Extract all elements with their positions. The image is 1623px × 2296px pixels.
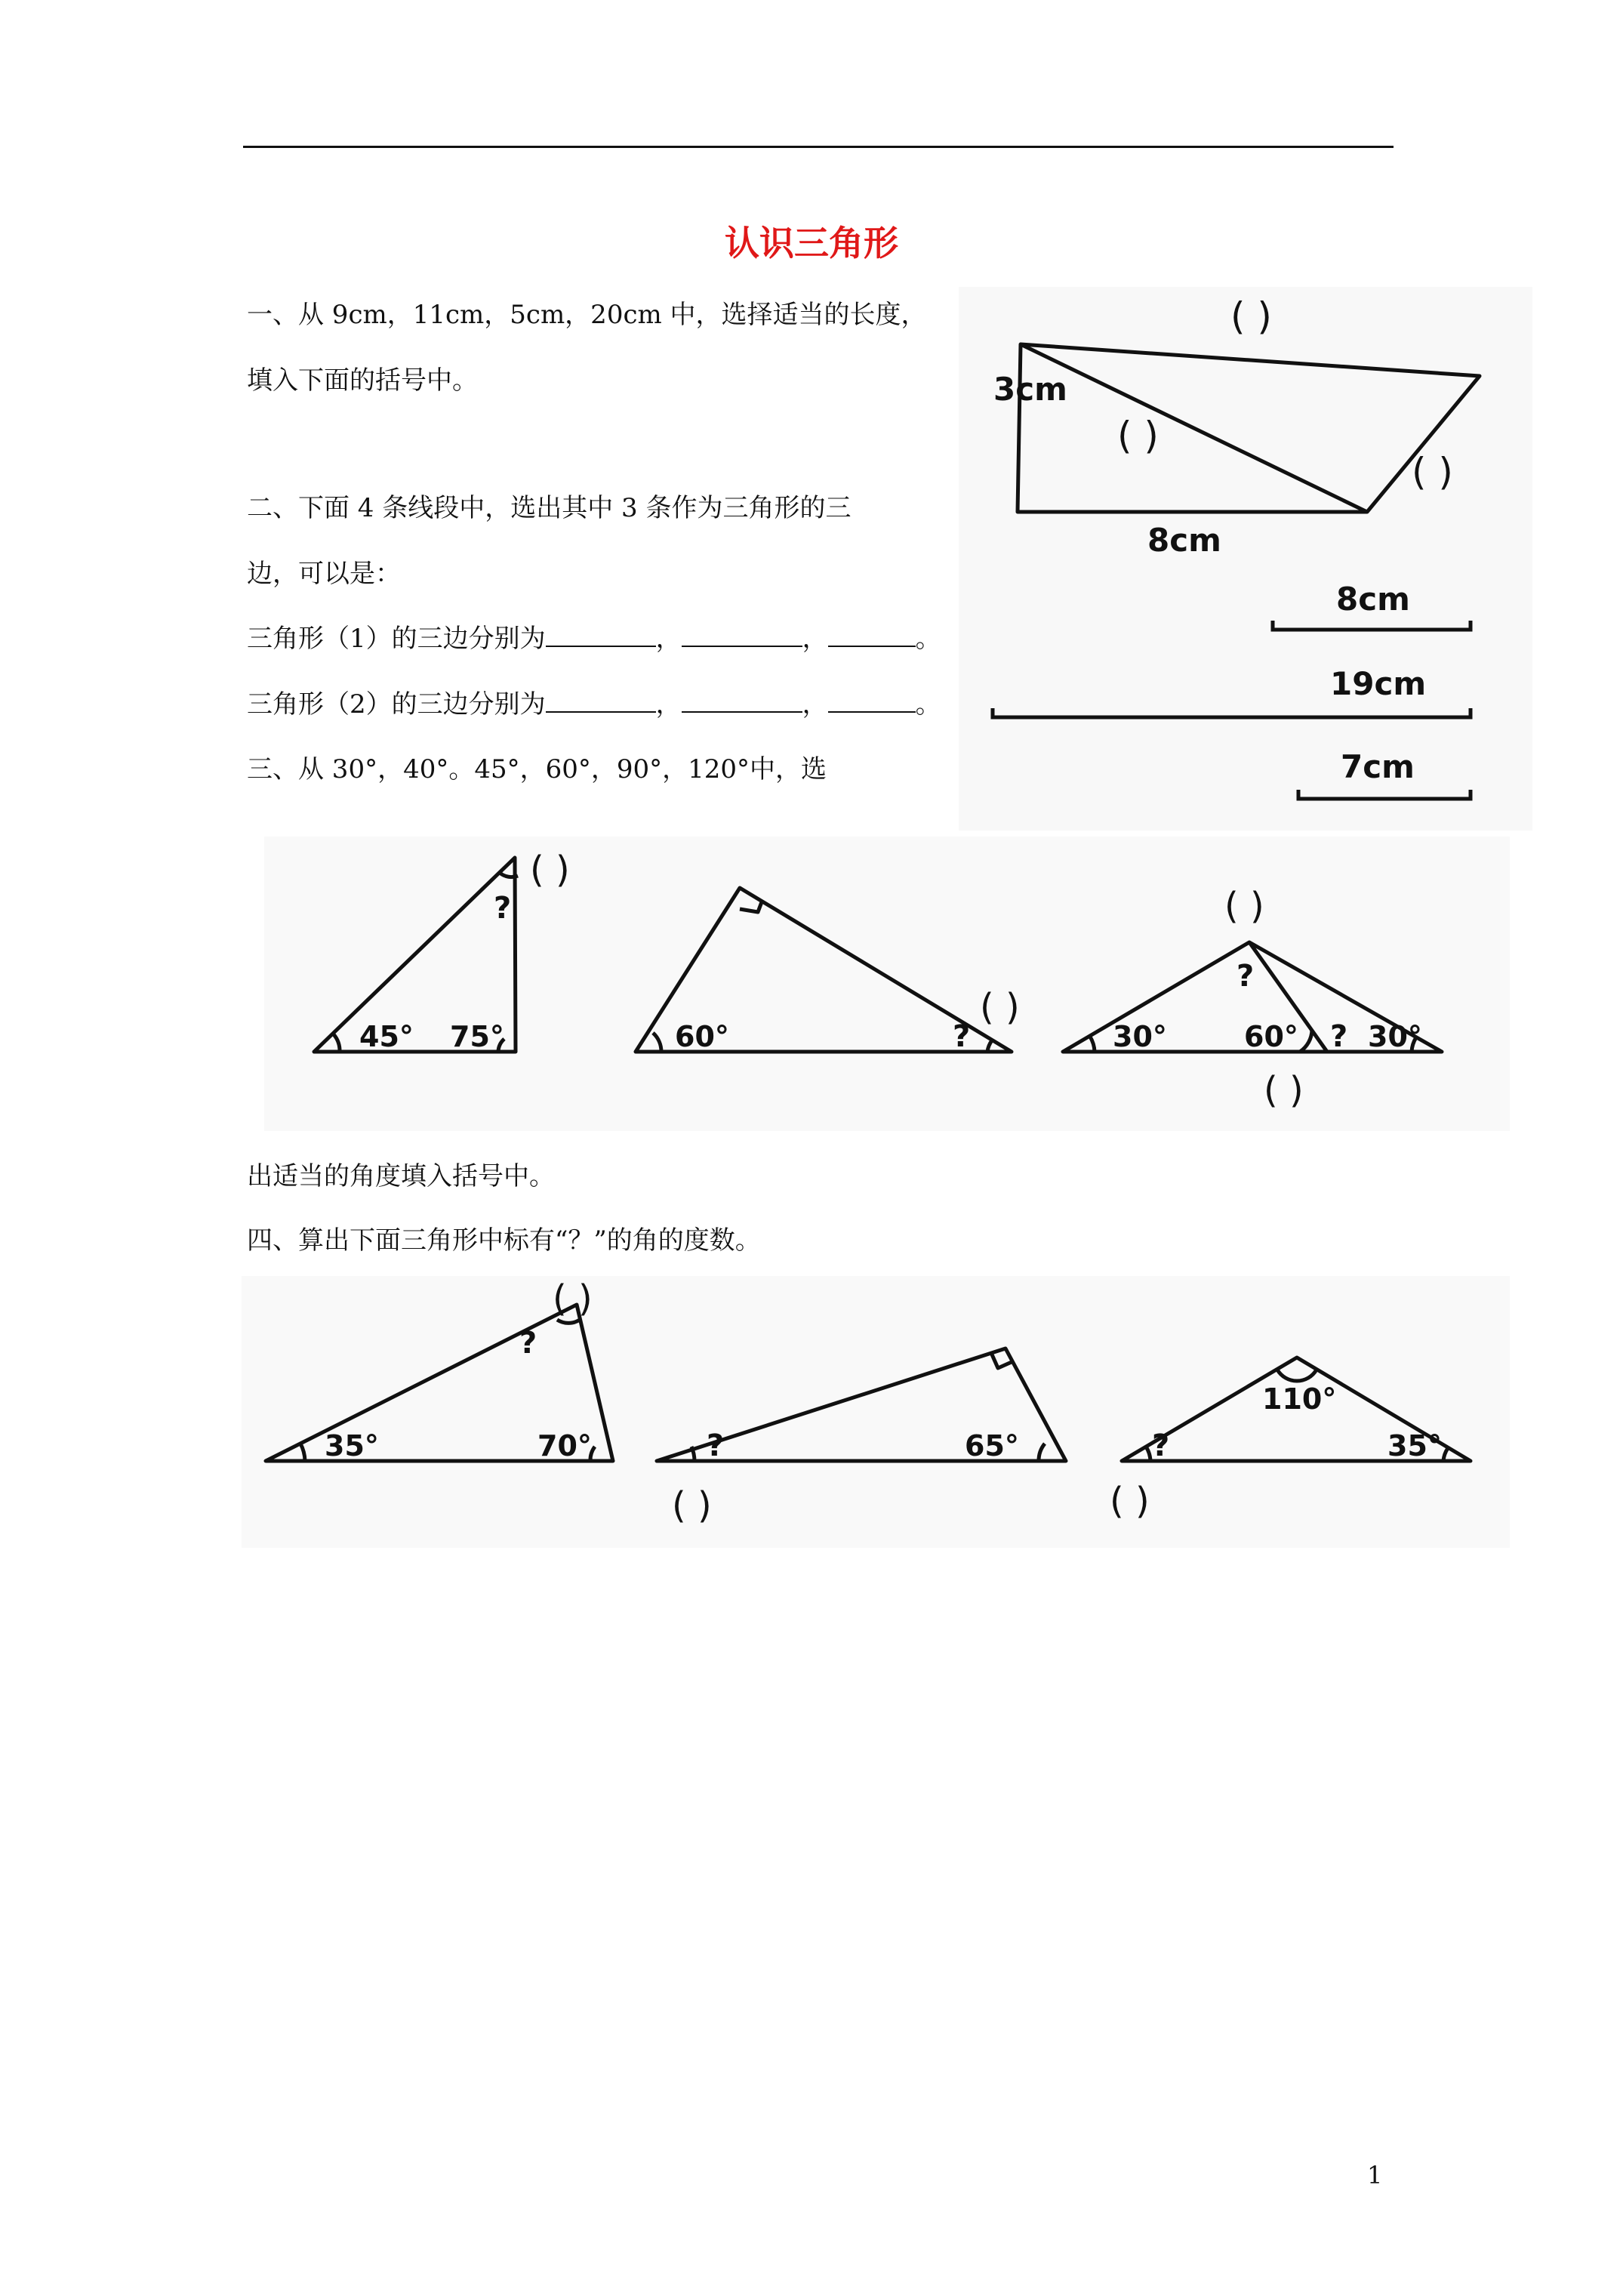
q1-line-1: 一、从 9cm，11cm，5cm，20cm 中，选择适当的长度，	[247, 300, 927, 330]
q3-a-right-angle: 75°	[450, 1020, 504, 1053]
header-rule	[243, 146, 1394, 148]
period: 。	[915, 624, 941, 654]
q2-triangle-2-label: 三角形（2）的三边分别为	[247, 689, 546, 720]
page-title: 认识三角形	[725, 223, 898, 264]
q1-left-side-label: 3cm	[993, 371, 1067, 408]
q1-bottom-side-label: 8cm	[1147, 522, 1221, 559]
period: 。	[915, 689, 941, 720]
q3-c-top-unknown: ?	[1236, 959, 1255, 994]
q1-line-2: 填入下面的括号中。	[247, 365, 478, 396]
segment-label: 7cm	[1341, 748, 1415, 785]
q4-b-unknown: ?	[707, 1428, 725, 1463]
q4-a-unknown: ?	[519, 1326, 537, 1361]
q3-b-unknown: ?	[953, 1019, 971, 1054]
q2-line-2: 边，可以是：	[247, 559, 401, 589]
q2-triangle-1-label: 三角形（1）的三边分别为	[247, 624, 546, 654]
q3-c-mid-unknown: ?	[1330, 1019, 1348, 1054]
q2-line-1: 二、下面 4 条线段中，选出其中 3 条作为三角形的三	[247, 493, 852, 523]
q4-a-right-angle: 70°	[537, 1429, 592, 1462]
q4-c-top-angle: 110°	[1262, 1382, 1337, 1416]
page-number: 1	[1367, 2161, 1383, 2190]
q4-c-right-angle: 35°	[1387, 1429, 1442, 1462]
q3-a-blank[interactable]: ( )	[530, 849, 570, 891]
q3-a-left-angle: 45°	[359, 1020, 414, 1053]
q2-triangle-2-line	[247, 687, 941, 722]
q4-b-right-angle: 65°	[965, 1429, 1019, 1462]
comma: ，	[802, 689, 828, 720]
q4-a-left-angle: 35°	[325, 1429, 379, 1462]
q1-diagonal-blank[interactable]: ( )	[1117, 414, 1159, 458]
q4-figure	[242, 1276, 1510, 1548]
segment-label: 8cm	[1336, 581, 1410, 618]
answer-blank[interactable]	[546, 689, 656, 713]
answer-blank[interactable]	[682, 623, 802, 647]
q3-a-unknown: ?	[494, 891, 512, 926]
q3-line-2: 出适当的角度填入括号中。	[247, 1161, 555, 1191]
q3-c-right-angle: 30°	[1368, 1020, 1422, 1053]
answer-blank[interactable]	[828, 689, 916, 713]
comma: ，	[655, 689, 682, 720]
comma: ，	[802, 624, 828, 654]
q3-c-bottom-blank[interactable]: ( )	[1264, 1069, 1304, 1111]
q3-c-mid-angle: 60°	[1244, 1020, 1298, 1053]
comma: ，	[655, 624, 682, 654]
q1-figure	[959, 287, 1532, 574]
q1-right-blank[interactable]: ( )	[1412, 450, 1453, 494]
q3-c-left-angle: 30°	[1113, 1020, 1167, 1053]
q4-line-1: 四、算出下面三角形中标有“？”的角的度数。	[247, 1225, 761, 1256]
segment-label: 19cm	[1330, 665, 1427, 702]
q4-c-blank[interactable]: ( )	[1110, 1480, 1150, 1522]
q2-segments-figure	[959, 574, 1532, 831]
answer-blank[interactable]	[546, 623, 656, 647]
q4-a-blank[interactable]: ( )	[553, 1277, 593, 1320]
q2-triangle-1-line	[247, 621, 941, 656]
q3-line-1: 三、从 30°，40°。45°，60°，90°，120°中，选	[247, 754, 827, 784]
answer-blank[interactable]	[682, 689, 802, 713]
q3-figure	[264, 837, 1510, 1131]
q1-top-blank[interactable]: ( )	[1230, 294, 1272, 338]
q4-b-blank[interactable]: ( )	[672, 1484, 712, 1527]
q3-c-top-blank[interactable]: ( )	[1224, 885, 1264, 927]
answer-blank[interactable]	[828, 623, 916, 647]
q4-c-unknown: ?	[1152, 1428, 1170, 1463]
q3-b-left-angle: 60°	[675, 1020, 729, 1053]
q3-b-blank[interactable]: ( )	[980, 986, 1020, 1028]
